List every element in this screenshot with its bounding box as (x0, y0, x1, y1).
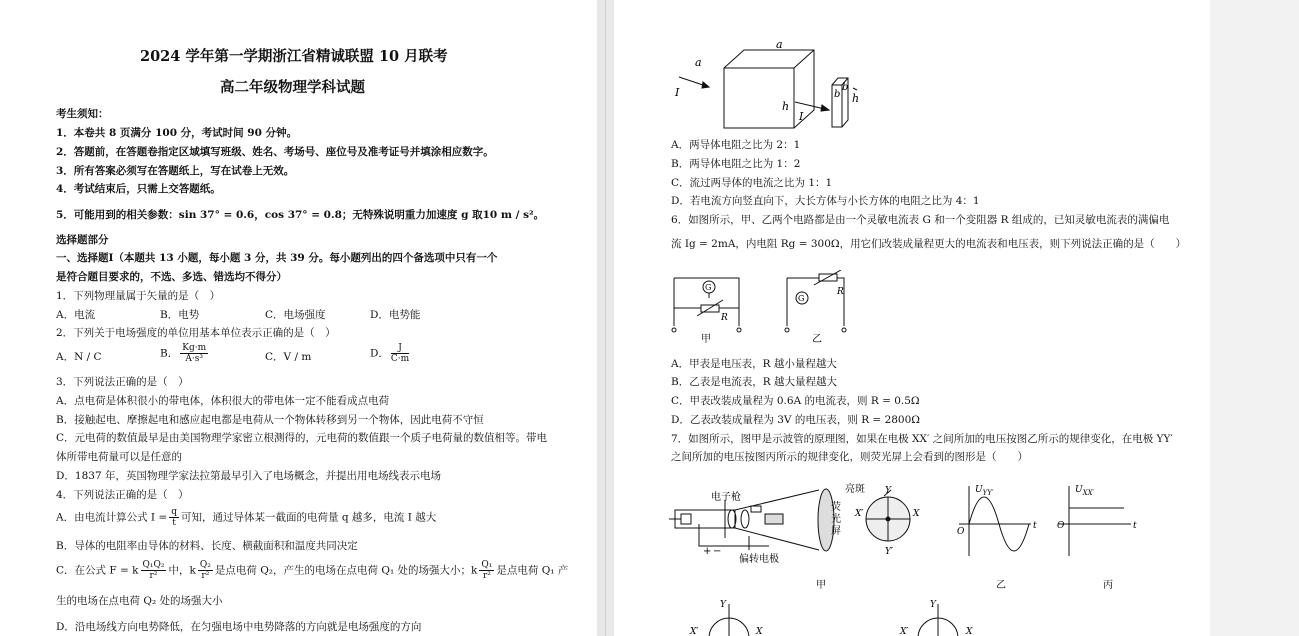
q7-answer-diagrams (684, 596, 1044, 636)
fig7-label-screen-1: 荧 (831, 502, 841, 513)
fig7-uxx-symbol: U (1075, 485, 1083, 495)
q4-c-suffix: 是点电荷 Q₁ 产 (496, 564, 569, 577)
fig7-label-deflection-electrode: 偏转电极 (739, 554, 779, 565)
q2-option-b-label: B． (160, 347, 179, 360)
fig5-label-h2: h (852, 92, 859, 105)
fig7-label-screen-3: 屏 (831, 526, 841, 537)
fig5-label-h: h (782, 100, 790, 113)
notice-2: 2．答题前，在答题卷指定区域填写班级、姓名、考场号、座位号及准考证号并填涂相应数字。 (56, 146, 494, 158)
fraction-numerator: Q₂ (199, 560, 211, 570)
q4-a-fraction (169, 507, 179, 528)
document-page-left (0, 0, 597, 636)
page-gap (605, 0, 606, 636)
fig7-label-bright-spot: 亮斑 (845, 484, 865, 495)
q7-figure-oscilloscope (669, 478, 1149, 596)
q4-a-prefix: A．由电流计算公式 I = (56, 511, 168, 524)
q6-option-c: C．甲表改装成量程为 0.6A 的电流表，则 R = 0.5Ω (671, 395, 920, 407)
q4-c-text-1: 中，k (168, 564, 196, 577)
fig5-label-a2: a (776, 40, 783, 51)
q2-option-b (160, 343, 210, 364)
q4-c-fraction-2 (198, 560, 213, 581)
question-7-line1: 7．如图所示，图甲是示波管的原理图，如果在电极 XX′ 之间所加的电压按图乙所示的规律变化，在电极 YY′ (671, 433, 1173, 445)
q5-option-c: C．流过两导体的电流之比为 1：1 (671, 177, 833, 189)
q3-option-c-line2: 体所带电荷量可以是任意的 (56, 451, 182, 463)
answer-1-label-x-prime: X′ (690, 627, 699, 636)
notice-3: 3．所有答案必须写在答题纸上，写在试卷上无效。 (56, 165, 295, 177)
fraction-numerator: Q₁ (481, 560, 493, 570)
part1-instructions-line2: 是符合题目要求的，不选、多选、错选均不得分） (56, 271, 287, 283)
fraction-denominator: r² (482, 571, 491, 581)
q4-option-a (56, 507, 436, 528)
fig7-label-electron-gun: 电子枪 (711, 492, 741, 503)
q1-option-b: B．电势 (160, 309, 200, 321)
notice-1: 1．本卷共 8 页满分 100 分，考试时间 90 分钟。 (56, 127, 298, 139)
fig7-label-o1: O (957, 527, 965, 537)
question-6-line2: 流 Ig = 2mA，内电阻 Rg = 300Ω，用它们改装成量程更大的电流表和电压表，则下列说法正确的是（ ） (671, 238, 1187, 250)
q2-option-d-label: D． (370, 347, 389, 360)
q1-option-d: D．电势能 (370, 309, 421, 321)
q2-option-d (370, 343, 411, 364)
notice-5: 5．可能用到的相关参数：sin 37° = 0.6，cos 37° = 0.8；无特殊说明重力加速度 g 取10 m / s²。 (56, 209, 545, 221)
fig7-label-screen-2: 光 (831, 514, 841, 525)
fig7-label-t1: t (1033, 521, 1037, 531)
q5-option-d: D．若电流方向竖直向下，大长方体与小长方体的电阻之比为 4：1 (671, 195, 980, 207)
q6-option-a: A．甲表是电压表，R 越小量程越大 (671, 358, 837, 370)
question-1: 1．下列物理量属于矢量的是（ ） (56, 290, 221, 302)
fig6-g-label-1: G (705, 283, 712, 292)
fig5-label-i1: I (675, 86, 680, 99)
q3-option-a: A．点电荷是体积很小的带电体，体积很大的带电体一定不能看成点电荷 (56, 395, 390, 407)
q6-option-d: D．乙表改装成量程为 3V 的电压表，则 R = 2800Ω (671, 414, 921, 426)
exam-title: 2024 学年第一学期浙江省精诚联盟 10 月联考 (140, 48, 448, 65)
answer-2-label-y: Y (930, 600, 936, 610)
q3-option-c-line1: C．元电荷的数值最早是由美国物理学家密立根测得的，元电荷的数值跟一个质子电荷量的数值相等。带电 (56, 432, 548, 444)
document-page-right (614, 0, 1210, 636)
fig7-label-uxx (1075, 485, 1095, 497)
part1-instructions-line1: 一、选择题Ⅰ（本题共 13 小题，每小题 3 分，共 39 分。每小题列出的四个备选项中只有一个 (56, 252, 498, 264)
q5-option-b: B．两导体电阻之比为 1：2 (671, 158, 801, 170)
question-7-line2: 之间所加的电压按图丙所示的规律变化，则荧光屏上会看到的图形是（ ） (671, 451, 1028, 463)
viewer-scroll-area[interactable] (1210, 0, 1299, 636)
fraction-denominator: C·m (390, 354, 410, 364)
fraction-numerator: J (391, 343, 409, 354)
fraction-denominator: A·s³ (185, 354, 203, 364)
q1-option-a: A．电流 (56, 309, 96, 321)
fig6-label-yi: 乙 (812, 334, 822, 345)
question-2: 2．下列关于电场强度的单位用基本单位表示正确的是（ ） (56, 327, 336, 339)
q1-option-c: C．电场强度 (265, 309, 326, 321)
answer-1-label-y: Y (720, 600, 726, 610)
question-3: 3．下列说法正确的是（ ） (56, 376, 189, 388)
fig6-g-label-2: G (798, 294, 805, 303)
q6-figure-circuits (669, 270, 869, 350)
q2-option-c: C．V / m (265, 351, 312, 363)
question-4: 4．下列说法正确的是（ ） (56, 489, 189, 501)
fig5-label-a1: a (695, 56, 702, 69)
fraction-numerator: Kg·m (182, 343, 207, 353)
fig7-uyy-symbol: U (975, 485, 983, 495)
notice-heading: 考生须知： (56, 108, 109, 120)
q4-option-b: B．导体的电阻率由导体的材料、长度、横截面积和温度共同决定 (56, 540, 358, 552)
fraction-numerator: q (171, 507, 177, 517)
fig5-label-i2: I (799, 110, 804, 123)
fig6-label-jia: 甲 (701, 334, 711, 345)
fraction-numerator: Q₁Q₂ (142, 560, 165, 570)
fig7-uxx-subscript: XX′ (1082, 489, 1095, 497)
fig7-label-y-prime: Y′ (885, 547, 893, 557)
fraction-denominator: r² (149, 571, 158, 581)
fig7-label-uyy (975, 485, 994, 497)
fraction-denominator: r² (201, 571, 210, 581)
q6-option-b: B．乙表是电流表，R 越大量程越大 (671, 376, 837, 388)
fig6-r-label-1: R (721, 313, 728, 323)
q4-option-d: D．沿电场线方向电势降低，在匀强电场中电势降落的方向就是电场强度的方向 (56, 621, 422, 633)
q4-c-prefix: C．在公式 F = k (56, 564, 139, 577)
fig7-uyy-subscript: YY′ (982, 489, 994, 497)
answer-2-label-x-prime: X′ (900, 627, 909, 636)
fig5-label-b1: b (834, 89, 841, 100)
q5-option-a: A．两导体电阻之比为 2：1 (671, 139, 801, 151)
q2-option-d-fraction (391, 343, 409, 364)
exam-subtitle: 高二年级物理学科试题 (220, 79, 365, 96)
q4-option-c (56, 560, 568, 581)
section-heading: 选择题部分 (56, 234, 109, 246)
q5-figure-blocks (669, 40, 859, 135)
fig7-label-t2: t (1133, 521, 1137, 531)
fig7-label-yi: 乙 (996, 580, 1006, 591)
q4-option-c-line2: 生的电场在点电荷 Q₂ 处的场强大小 (56, 595, 223, 607)
fig7-label-x-prime: X′ (855, 509, 864, 519)
fig7-label-bing: 丙 (1103, 580, 1113, 591)
q4-c-text-2: 是点电荷 Q₂，产生的电场在点电荷 Q₁ 处的场强大小；k (214, 564, 478, 577)
q4-a-suffix: 可知，通过导体某一截面的电荷量 q 越多，电流 I 越大 (180, 511, 437, 524)
fig7-label-x: X (913, 509, 920, 519)
question-6-line1: 6．如图所示，甲、乙两个电路都是由一个灵敏电流表 G 和一个变阻器 R 组成的，已知灵敏电流表的满偏电 (671, 214, 1170, 226)
answer-1-label-x: X (756, 627, 763, 636)
q4-c-fraction-1 (141, 560, 167, 581)
fig7-label-y: Y (885, 486, 891, 496)
q2-option-b-fraction (180, 343, 208, 364)
q3-option-b: B．接触起电、摩擦起电和感应起电都是电荷从一个物体转移到另一个物体，因此电荷不守恒 (56, 414, 484, 426)
answer-2-label-x: X (966, 627, 973, 636)
fig6-r-label-2: R (837, 287, 844, 297)
fig5-label-b2: b (842, 82, 849, 93)
notice-4: 4．考试结束后，只需上交答题纸。 (56, 183, 221, 195)
fig7-label-plus: + (703, 546, 712, 557)
fig7-label-minus: − (713, 546, 722, 557)
q4-c-fraction-3 (479, 560, 494, 581)
fraction-denominator: t (172, 518, 176, 528)
q2-option-a: A．N / C (56, 351, 102, 363)
fig7-label-o2: O (1057, 521, 1065, 531)
fig7-label-jia: 甲 (816, 580, 826, 591)
q3-option-d: D．1837 年，英国物理学家法拉第最早引入了电场概念，并提出用电场线表示电场 (56, 470, 441, 482)
